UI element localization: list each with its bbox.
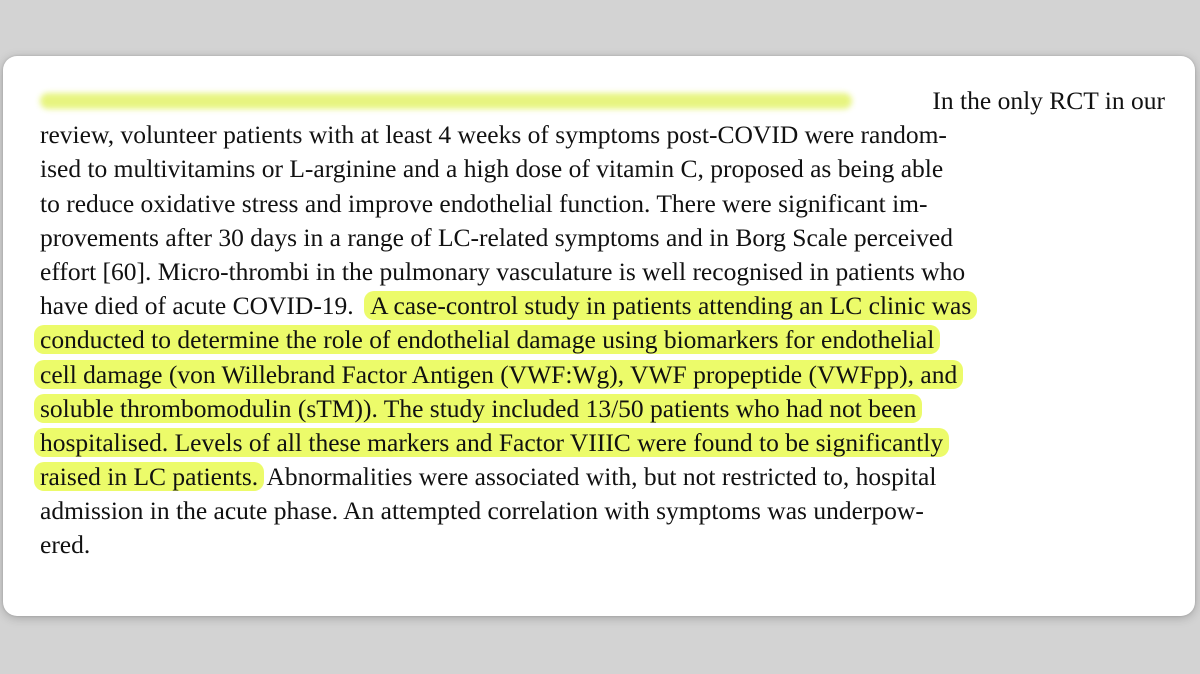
text-line-7	[40, 289, 1165, 323]
line-text: have died of acute COVID-19.	[40, 291, 354, 321]
text-line-11	[40, 426, 1165, 460]
text-line-9	[40, 358, 1165, 392]
text-line-14	[40, 528, 1165, 562]
highlighted-text: conducted to determine the role of endothelial damage using biomarkers for endothelial	[34, 325, 940, 354]
highlighted-text: raised in LC patients.	[34, 462, 264, 491]
text-line-5	[40, 221, 1165, 255]
line-text: ised to multivitamins or L-arginine and a high dose of vitamin C, proposed as being able	[40, 154, 944, 184]
text-line-12	[40, 460, 1165, 494]
line-text: In the only RCT in our	[932, 86, 1165, 115]
line-text: Abnormalities were associated with, but not restricted to, hospital	[266, 462, 937, 492]
text-line-13	[40, 494, 1165, 528]
highlighted-text: soluble thrombomodulin (sTM)). The study included 13/50 patients who had not been	[34, 394, 922, 423]
text-line-2	[40, 118, 1165, 152]
line-text: provements after 30 days in a range of LC-related symptoms and in Borg Scale perceived	[40, 222, 953, 252]
text-line-8	[40, 323, 1165, 357]
line-text: to reduce oxidative stress and improve endothelial function. There were significant im-	[40, 188, 928, 218]
highlighted-text: A case-control study in patients attending an LC clinic was	[364, 291, 977, 320]
blurred-text-redaction	[40, 93, 852, 109]
highlighted-text: hospitalised. Levels of all these markers and Factor VIIIC were found to be significantly	[34, 428, 949, 457]
line-text: effort [60]. Micro-thrombi in the pulmonary vasculature is well recognised in patients who	[40, 256, 966, 286]
line-text: admission in the acute phase. An attempted correlation with symptoms was underpow-	[40, 496, 924, 526]
text-line-6	[40, 255, 1165, 289]
line-text: ered.	[40, 530, 91, 560]
text-line-10	[40, 392, 1165, 426]
highlighted-text: cell damage (von Willebrand Factor Antigen (VWF:Wg), VWF propeptide (VWFpp), and	[34, 360, 963, 389]
document-card	[3, 56, 1195, 616]
text-line-4	[40, 187, 1165, 221]
text-line-1	[40, 84, 1165, 118]
document-passage	[40, 84, 1165, 563]
line-text: review, volunteer patients with at least 4 weeks of symptoms post-COVID were random-	[40, 120, 947, 150]
text-line-3	[40, 152, 1165, 186]
